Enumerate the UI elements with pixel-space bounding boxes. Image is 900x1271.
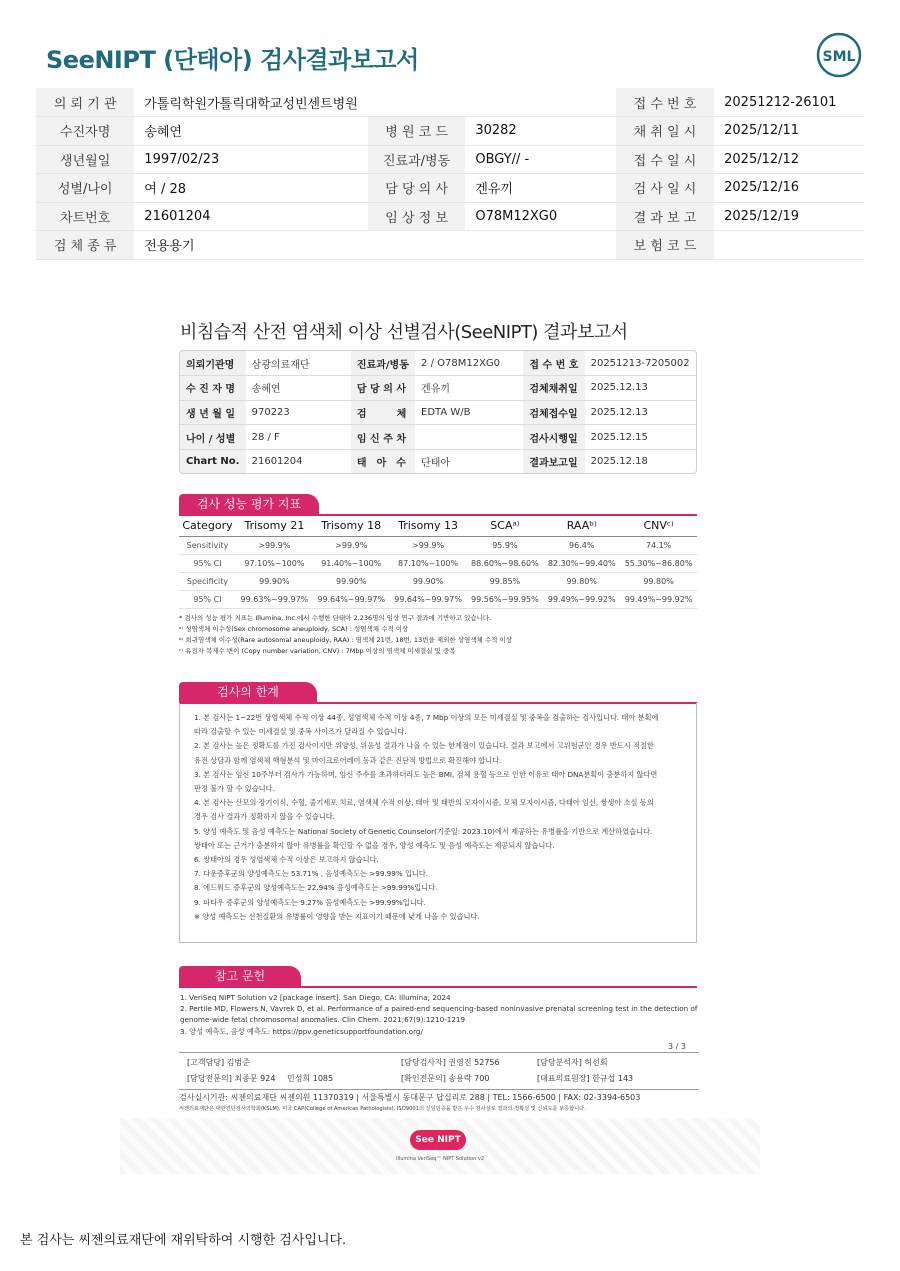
grid-label: Chart No. — [180, 449, 246, 474]
perf-value: >99.9% — [313, 536, 390, 554]
info-label — [368, 231, 466, 260]
info-label — [368, 88, 466, 117]
info-value — [465, 88, 616, 117]
info-value — [465, 231, 616, 260]
performance-table — [179, 516, 697, 609]
grid-value: 20251213-7205002 — [585, 351, 696, 376]
perf-value: 99.85% — [466, 572, 543, 590]
perf-value: 88.60%~98.60% — [466, 554, 543, 572]
grid-value: 2025.12.15 — [585, 425, 696, 450]
info-label: 진료과/병동 — [368, 145, 466, 174]
grid-value: 단태아 — [421, 458, 451, 470]
info-label: 성별/나이 — [36, 174, 134, 203]
perf-value: 99.64%~99.97% — [390, 590, 467, 608]
perf-note: * 검사의 성능 평가 지표는 Illumina, Inc.에서 수행한 단태아 2,236명의 임상 연구 결과에 기반하고 있습니다. — [179, 614, 492, 622]
limit-item: 따라 검출할 수 있는 미세결실 및 중복 사이즈가 달라질 수 있습니다. — [194, 727, 407, 737]
grid-value: 삼광의료재단 — [246, 351, 351, 376]
perf-row — [179, 572, 697, 590]
info-value: 2025/12/11 — [714, 117, 864, 146]
perf-header: CNVᶜ⁾ — [620, 516, 697, 536]
perf-value: 99.80% — [543, 572, 620, 590]
perf-value: 74.1% — [620, 536, 697, 554]
sml-logo — [816, 32, 862, 78]
perf-value: >99.9% — [236, 536, 313, 554]
grid-label: 접 수 번 호 — [523, 351, 584, 376]
grid-label: 담 당 의 사 — [351, 376, 415, 401]
info-row — [36, 174, 864, 203]
info-value: 21601204 — [134, 202, 368, 231]
limit-item: 6. 쌍태아의 경우 성염색체 수적 이상은 보고하지 않습니다. — [194, 855, 379, 865]
info-label: 임 상 정 보 — [368, 202, 466, 231]
perf-value: 99.63%~99.97% — [236, 590, 313, 608]
limit-item: 9. 파타우 증후군의 양성예측도는 9.27% 음성예측도는 >99.99%입니다. — [194, 897, 426, 907]
lab-accreditation: 씨젠의료재단은 대한진단검사의학회(KSLM), 미국 CAP(College of American Pathologists), ISO9001의 신임인증을 받은 우수 검사실로 결과의 정확성 및 신뢰도를 보증합니다. — [179, 1106, 586, 1112]
perf-value: 99.56%~99.95% — [466, 590, 543, 608]
sig-director: [대표의료원장] 한규섭 143 — [537, 1074, 634, 1083]
grid-value: 2 / O78M12XG0 — [415, 351, 523, 376]
limit-item: 5. 양성 예측도 및 음성 예측도는 National Society of Genetic Counselor(기준일: 2023.10)에서 제공하는 유병률을 기반으로 계산하였습니다. — [194, 826, 653, 836]
info-value: 여 / 28 — [134, 174, 368, 203]
info-label: 보 험 코 드 — [616, 231, 714, 260]
perf-category: Sensitivity — [179, 536, 236, 554]
grid-label: 결과보고일 — [523, 449, 584, 474]
report-title: 비침습적 산전 염색체 이상 선별검사(SeeNIPT) 결과보고서 — [180, 322, 628, 343]
grid-label: 태 아 수 — [351, 449, 415, 474]
info-value: 20251212-26101 — [714, 88, 864, 117]
perf-value: 55.30%~86.80% — [620, 554, 697, 572]
grid-value: 28 / F — [246, 425, 351, 450]
info-value: 1997/02/23 — [134, 145, 368, 174]
info-value: 전용용기 — [134, 231, 368, 260]
info-label: 접 수 번 호 — [616, 88, 714, 117]
perf-value: >99.9% — [390, 536, 467, 554]
perf-value: 99.49%~99.92% — [543, 590, 620, 608]
perf-value: 96.4% — [543, 536, 620, 554]
limit-item: 경우 검사 결과가 정확하지 않을 수 있습니다. — [194, 812, 335, 822]
grid-value: EDTA W/B — [415, 400, 523, 425]
seenipt-logo: See NIPT — [410, 1130, 466, 1150]
perf-value: 95.9% — [466, 536, 543, 554]
perf-row — [179, 536, 697, 554]
perf-category: 95% CI — [179, 590, 236, 608]
perf-row — [179, 590, 697, 608]
limit-item: 1. 본 검사는 1~22번 상염색체 수적 이상 44종, 성염색체 수적 이상 4종, 7 Mbp 이상의 모든 미세결실 및 중복을 검출하는 검사입니다. 태아 분획에 — [194, 713, 659, 722]
limit-item: 유전 상담과 함께 염색체 핵형분석 및 마이크로어레이 등과 같은 진단적 방법으로 확진해야 합니다. — [194, 755, 502, 765]
perf-header: SCAᵃ⁾ — [466, 516, 543, 536]
perf-value: 99.90% — [236, 572, 313, 590]
limit-section-title: 검사의 한계 — [179, 682, 317, 703]
info-label: 검 사 일 시 — [616, 174, 714, 203]
grid-label: 진료과/병동 — [351, 351, 415, 376]
perf-value: 82.30%~99.40% — [543, 554, 620, 572]
perf-category: 95% CI — [179, 554, 236, 572]
info-row — [36, 231, 864, 260]
page-number: 3 / 3 — [668, 1042, 686, 1051]
limit-item: 7. 다운증후군의 양성예측도는 53.71% , 음성예측도는 >99.99% 입니다. — [194, 869, 429, 879]
perf-header: Trisomy 13 — [390, 516, 467, 536]
limit-item: 판정 불가 할 수 있습니다. — [194, 784, 275, 794]
info-value: OBGY// - — [465, 145, 616, 174]
info-row — [36, 145, 864, 174]
limit-item: 4. 본 검사는 산모의 장기이식, 수혈, 줄기세포 치료, 염색체 수적 이상, 태아 및 태반의 모자이시즘, 모체 모자이시즘, 다태아 임신, 쌍생아 소실 등의 — [194, 798, 654, 808]
reference-item: 2. Pertile MD, Flowers N, Vavrek D, et al. Performance of a paired-end sequencing-based noninvasive prenatal screening test in the detection of — [180, 1004, 698, 1014]
limit-item: 쌍태아 또는 근거가 충분하지 않아 유병률을 확인할 수 없을 경우, 양성 예측도 및 음성 예측도는 제공되지 않습니다. — [194, 840, 555, 850]
lab-footer: 검사실시기관: 씨젠의료재단 씨젠의원 11370319 | 서울특별시 동대문구 답십리로 288 | TEL: 1566-6500 | FAX: 02-3394-6503 — [179, 1093, 641, 1102]
performance-notes — [179, 613, 697, 657]
limit-item: 3. 본 검사는 임신 10주부터 검사가 가능하며, 임신 주수를 초과하더라도 높은 BMI, 검체 용혈 등으로 인한 이유로 태아 DNA분획이 충분하지 않다면 — [194, 769, 658, 779]
perf-note: ᶜ⁾ 유전자 복제수 변이 (Copy number variation, CNV) : 7Mbp 이상의 염색체 미세결실 및 중복 — [179, 647, 456, 655]
perf-value: 87.10%~100% — [390, 554, 467, 572]
sig-tester: [담당검사자] 권영진 52756 — [401, 1058, 500, 1067]
sig-specialist: [담당전문의] 최종문 924 — [187, 1074, 276, 1083]
perf-row — [179, 554, 697, 572]
perf-value: 99.64%~99.97% — [313, 590, 390, 608]
grid-label: 검사시행일 — [523, 425, 584, 450]
grid-label: 의뢰기관명 — [180, 351, 246, 376]
seenipt-logo-subtitle: Illumina VeriSeq™ NIPT Solution v2 — [395, 1156, 485, 1162]
report-info-grid — [179, 350, 697, 474]
perf-note: ᵃ⁾ 성염색체 이수성(Sex chromosome aneuploidy, SCA) : 성염색체 수적 이상 — [179, 625, 409, 633]
grid-label: 검 체 — [351, 400, 415, 425]
info-label: 병 원 코 드 — [368, 117, 466, 146]
grid-label: 검체접수일 — [523, 400, 584, 425]
ref-section-title: 참고 문헌 — [179, 966, 301, 987]
info-value: 2025/12/16 — [714, 174, 864, 203]
limitations-box — [179, 703, 697, 943]
info-label: 의 뢰 기 관 — [36, 88, 134, 117]
report-grid-row — [180, 449, 696, 474]
report-grid-row — [180, 425, 696, 450]
info-value: 30282 — [465, 117, 616, 146]
bottom-note: 본 검사는 씨젠의료재단에 재위탁하여 시행한 검사입니다. — [20, 1233, 347, 1248]
info-row — [36, 202, 864, 231]
perf-value: 91.40%~100% — [313, 554, 390, 572]
info-value — [714, 231, 864, 260]
grid-label: 나이 / 성별 — [180, 425, 246, 450]
perf-value: 99.80% — [620, 572, 697, 590]
info-value: O78M12XG0 — [465, 202, 616, 231]
perf-value: 97.10%~100% — [236, 554, 313, 572]
grid-value: 송혜연 — [246, 376, 351, 401]
info-label: 담 당 의 사 — [368, 174, 466, 203]
info-label: 검 체 종 류 — [36, 231, 134, 260]
grid-value — [415, 425, 523, 450]
reference-item: 3. 양성 예측도, 음성 예측도: https://ppv.geneticsupportfoundation.org/ — [180, 1026, 423, 1036]
grid-value: 21601204 — [251, 456, 303, 468]
info-value: 가톨릭학원가톨릭대학교성빈센트병원 — [134, 88, 368, 117]
grid-value: 겐유끼 — [415, 376, 523, 401]
reference-item: 1. VeriSeq NIPT Solution v2 [package insert]. San Diego, CA: Illumina; 2024 — [180, 993, 451, 1002]
limit-item: 2. 본 검사는 높은 정확도를 가진 검사이지만 위양성, 위음성 결과가 나올 수 있는 한계점이 있습니다. 결과 보고에서 고위험군인 경우 반드시 적절한 — [194, 741, 654, 751]
info-value: 겐유끼 — [465, 174, 616, 203]
references-list — [180, 992, 700, 1037]
limit-item: ※ 양성 예측도는 선천질환의 유병률이 영향을 받는 지표이기 때문에 낮게 나올 수 있습니다. — [194, 911, 480, 921]
perf-header: Trisomy 21 — [236, 516, 313, 536]
info-value: 송혜연 — [134, 117, 368, 146]
perf-note: ᵇ⁾ 희귀염색체 이수성(Rare autosomal aneuploidy, RAA) : 염색체 21번, 18번, 13번을 제외한 상염색체 수적 이상 — [179, 636, 513, 644]
perf-category: Specificity — [179, 572, 236, 590]
sig-customer: [고객담당] 김범준 — [187, 1058, 250, 1067]
info-label: 생년월일 — [36, 145, 134, 174]
page-title: SeeNIPT (단태아) 검사결과보고서 — [46, 46, 419, 74]
embedded-report — [120, 300, 760, 1180]
sig-specialist-2: 민성희 1085 — [287, 1074, 334, 1083]
grid-label: 생 년 월 일 — [180, 400, 246, 425]
grid-value: 2025.12.13 — [585, 376, 696, 401]
sig-confirm: [확인전문의] 송용락 700 — [401, 1074, 490, 1083]
info-value: 2025/12/12 — [714, 145, 864, 174]
report-grid-row — [180, 400, 696, 425]
perf-value: 99.90% — [390, 572, 467, 590]
grid-label: 임 신 주 차 — [351, 425, 415, 450]
info-row — [36, 88, 864, 117]
ref-section-line — [179, 986, 697, 988]
grid-value: 2025.12.18 — [590, 456, 648, 468]
report-grid-row — [180, 351, 696, 376]
perf-header: Trisomy 18 — [313, 516, 390, 536]
perf-header: RAAᵇ⁾ — [543, 516, 620, 536]
info-label: 결 과 보 고 — [616, 202, 714, 231]
grid-value: 970223 — [246, 400, 351, 425]
grid-label: 검체채취일 — [523, 376, 584, 401]
info-label: 접 수 일 시 — [616, 145, 714, 174]
info-row — [36, 117, 864, 146]
perf-header: Category — [179, 516, 236, 536]
grid-value: 2025.12.13 — [585, 400, 696, 425]
sig-analyst: [담당분석자] 허선회 — [537, 1058, 608, 1067]
sml-logo-text: SML — [822, 49, 856, 65]
limit-item: 8. 에드워드 증후군의 양성예측도는 22.94% 음성예측도는 >99.99%입니다. — [194, 883, 438, 893]
reference-item: genome-wide fetal chromosomal anomalies. Clin Chem. 2021;67(9):1210-1219 — [180, 1015, 466, 1025]
patient-info-table — [36, 88, 864, 260]
info-value: 2025/12/19 — [714, 202, 864, 231]
perf-value: 99.90% — [313, 572, 390, 590]
signature-row — [179, 1052, 699, 1090]
info-label: 수진자명 — [36, 117, 134, 146]
perf-value: 99.49%~99.92% — [620, 590, 697, 608]
perf-section-title: 검사 성능 평가 지표 — [179, 494, 319, 515]
report-grid-row — [180, 376, 696, 401]
grid-label: 수 진 자 명 — [180, 376, 246, 401]
info-label: 차트번호 — [36, 202, 134, 231]
info-label: 채 취 일 시 — [616, 117, 714, 146]
